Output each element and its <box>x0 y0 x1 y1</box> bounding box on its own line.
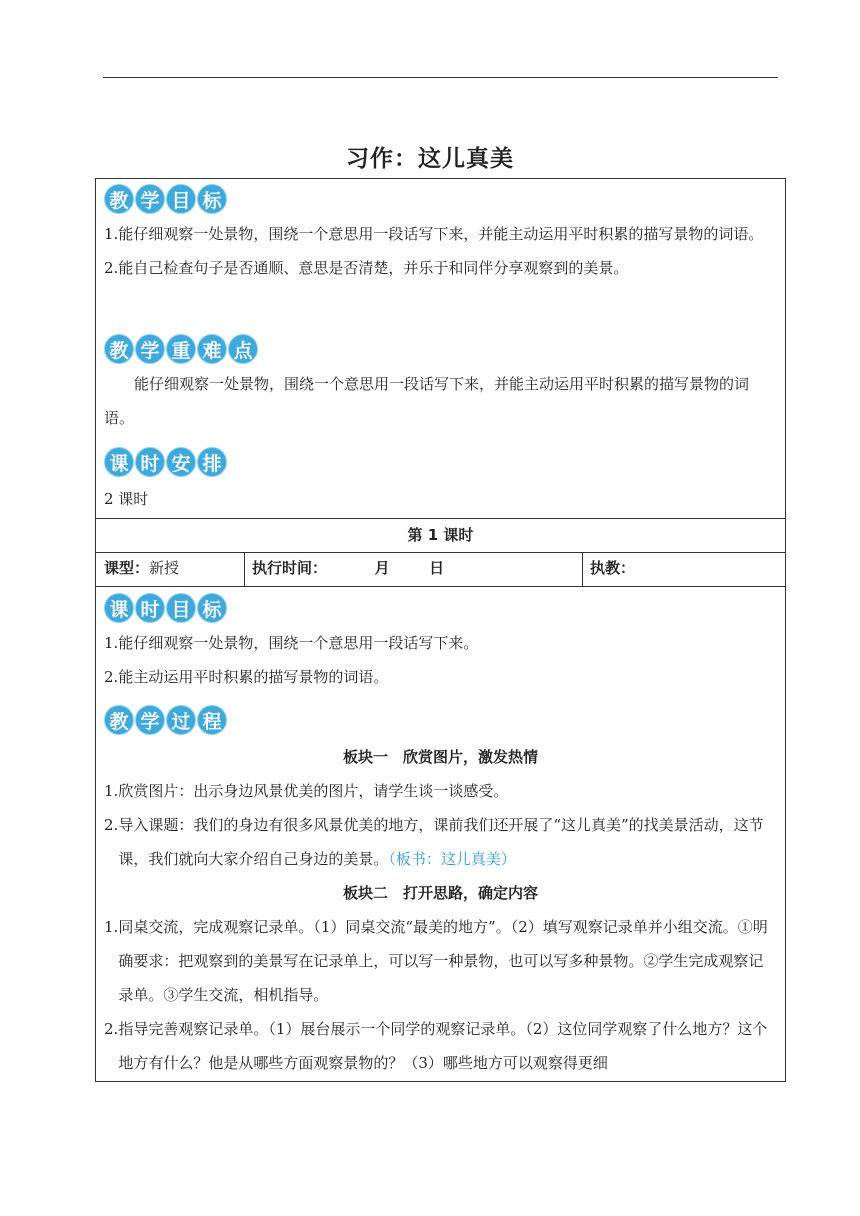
block-two-title: 板块二 打开思路，确定内容 <box>342 884 538 902</box>
badge-char: 程 <box>197 705 227 735</box>
badge-char: 安 <box>166 447 196 477</box>
badge-char: 课 <box>104 593 134 623</box>
badge-char: 时 <box>135 447 165 477</box>
badge-char: 重 <box>166 334 196 364</box>
execution-time-cell <box>244 552 582 584</box>
item-text: 能主动运用平时积累的描写景物的词语。 <box>118 668 389 686</box>
badge-char: 学 <box>135 184 165 214</box>
item-text: 欣赏图片：出示身边风景优美的图片，请学生谈一谈感受。 <box>118 782 509 800</box>
key-points-text: 能仔细观察一处景物，围绕一个意思用一段话写下来，并能主动运用平时积累的描写景物的词语。 <box>104 375 750 427</box>
schedule-text: 2 课时 <box>104 490 149 508</box>
badge-char: 课 <box>104 447 134 477</box>
header-rule <box>103 77 778 78</box>
item-number: 2. <box>104 816 119 834</box>
teaching-process-badge <box>104 704 777 736</box>
key-points-badge <box>104 333 777 365</box>
goal-item <box>104 626 777 660</box>
badge-char: 难 <box>197 334 227 364</box>
process-item <box>104 910 777 1012</box>
item-number: 2. <box>104 668 119 686</box>
lesson-type-cell <box>96 552 244 584</box>
schedule-section <box>96 446 785 516</box>
badge-char: 时 <box>135 593 165 623</box>
page-title: 习作：这儿真美 <box>346 146 514 172</box>
badge-char: 目 <box>166 593 196 623</box>
item-number: 2. <box>104 259 119 277</box>
lesson-goals-section <box>96 592 785 694</box>
item-text: 能仔细观察一处景物，围绕一个意思用一段话写下来，并能主动运用平时积累的描写景物的词语。 <box>118 225 764 243</box>
badge-char: 学 <box>135 705 165 735</box>
lesson-goals-badge <box>104 592 777 624</box>
item-number: 1. <box>104 918 119 936</box>
badge-char: 教 <box>104 334 134 364</box>
badge-char: 标 <box>197 184 227 214</box>
item-text-wrap <box>118 808 777 876</box>
badge-char: 标 <box>197 593 227 623</box>
lesson-info-row <box>96 552 785 586</box>
lesson-plan-table <box>95 178 786 1082</box>
item-number: 2. <box>104 1020 119 1038</box>
item-text: 指导完善观察记录单。（1）展台展示一个同学的观察记录单。（2）这位同学观察了什么地方？这个地方有什么？他是从哪些方面观察景物的？（3）哪些地方可以观察得更细 <box>118 1020 768 1072</box>
month-label: 月 <box>374 559 390 577</box>
item-text: 同桌交流，完成观察记录单。（1）同桌交流“最美的地方”。（2）填写观察记录单并小组交流。①明确要求：把观察到的美景写在记录单上，可以写一种景物，也可以写多种景物。②学生完成观察记录单。③学生交流，相机指导。 <box>118 918 768 1004</box>
objective-item <box>104 251 777 285</box>
teacher-label: 执教： <box>590 559 636 577</box>
blackboard-note: （板书：这儿真美） <box>388 850 516 868</box>
item-text: 导入课题：我们的身边有很多风景优美的地方，课前我们还开展了“这儿真美”的找美景活动，这节课，我们就向大家介绍自己身边的美景。 <box>118 816 764 868</box>
teaching-objectives-section <box>96 183 785 285</box>
lesson-type-label: 课型： <box>104 559 150 577</box>
item-number: 1. <box>104 225 119 243</box>
process-item <box>104 1012 777 1080</box>
badge-char: 排 <box>197 447 227 477</box>
block-one-title: 板块一 欣赏图片，激发热情 <box>342 748 538 766</box>
badge-char: 学 <box>135 334 165 364</box>
teaching-objectives-badge <box>104 183 777 215</box>
item-number: 1. <box>104 782 119 800</box>
key-points-section <box>96 333 785 435</box>
schedule-badge <box>104 446 777 478</box>
item-text: 能仔细观察一处景物，围绕一个意思用一段话写下来。 <box>118 634 479 652</box>
badge-char: 过 <box>166 705 196 735</box>
objective-item <box>104 217 777 251</box>
teacher-cell <box>582 552 786 584</box>
process-item <box>104 808 777 876</box>
day-label: 日 <box>429 559 445 577</box>
goal-item <box>104 660 777 694</box>
badge-char: 教 <box>104 705 134 735</box>
item-text: 能自己检查句子是否通顺、意思是否清楚，并乐于和同伴分享观察到的美景。 <box>118 259 629 277</box>
execution-time-label: 执行时间： <box>252 559 328 577</box>
badge-char: 教 <box>104 184 134 214</box>
process-item <box>104 774 777 808</box>
table-divider <box>96 586 785 587</box>
badge-char: 点 <box>228 334 258 364</box>
lesson-header: 第 1 课时 <box>407 526 474 544</box>
teaching-process-section <box>96 704 785 1080</box>
item-number: 1. <box>104 634 119 652</box>
badge-char: 目 <box>166 184 196 214</box>
lesson-type-value: 新授 <box>149 559 180 577</box>
